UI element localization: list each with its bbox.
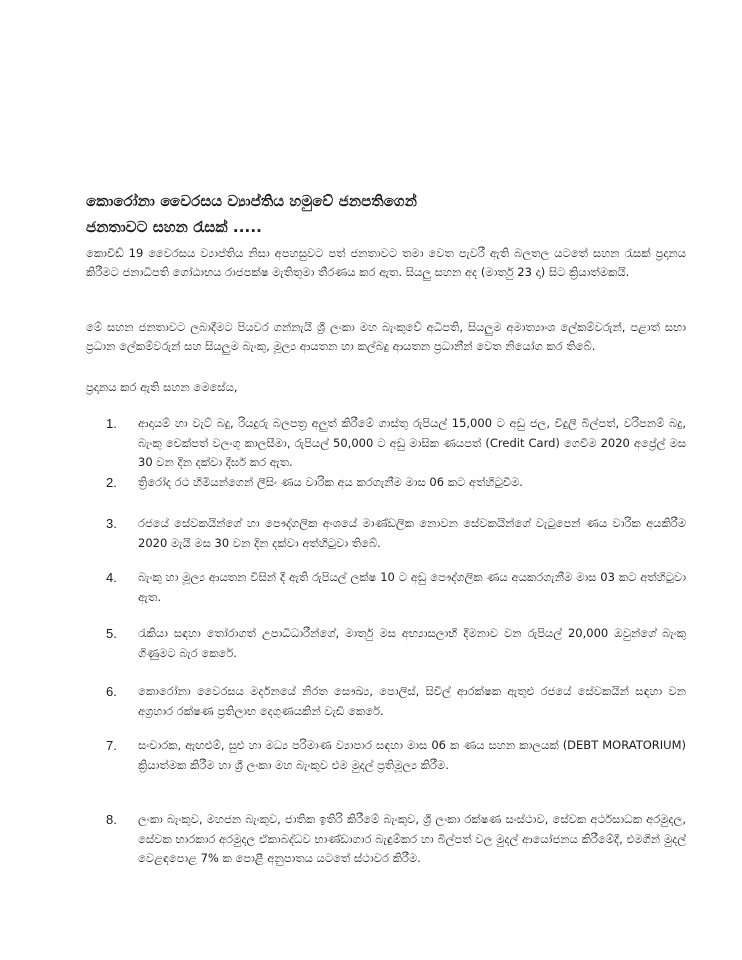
- item-text: ලංකා බැංකුව, මහජන බැංකුව, ජාතික ඉතිරි කිරීමේ බැංකුව, ශ්‍රී ලංකා රක්ෂණ සංස්ථාව, සේවක අර්ථසාධක අරමුදල, සේවක භාරකාර අරමුදල ඒකාබද්ධව භාණ්ඩාගාර බැඳුම්කර හා බිල්පත් වල මුදල් ආයෝජනය කිරීමේදී, එමගින් මුදල් වෙළඳපොළ 7% ක පොළී අනුපාතය යටතේ ස්ථාවර කිරීම.: [138, 812, 686, 865]
- item-text: ත්‍රිරෝද රථ හිමියන්ගෙන් ලීසිං ණය වාරික අය කරගැනීම මාස 06 කට අත්හිටුවීම.: [138, 475, 523, 489]
- item-text: රජයේ සේවකයින්ගේ හා පෞද්ගලික අංශයේ මාණ්ඩලික නොවන සේවකයින්ගේ වැටුපෙන් ණය වාරික අයකිරීම 2020 මැයි මස 30 වන දින දක්වා අත්හිටුවා තිබේ.: [138, 516, 686, 550]
- item-text: රැකියා සඳහා තෝරාගත් උපාධිධාරීන්ගේ, මාර්තු මස අභ්‍යාසලාභී දීමනාව වන රුපියල් 20,000 ඔවුන්ගේ බැංකු ගිණුමට බැර කෙරේ.: [138, 626, 686, 660]
- item-text: කොරෝනා වෛරසය මර්දනයේ නිරත සෞඛ්‍ය, පොලිස්, සිවිල් ආරක්ෂක ඇතුළු රජයේ සේවකයින් සඳහා වන අග්‍රහාර රක්ෂණ ප්‍රතිලාභ දෙගුණයකින් වැඩි කෙරේ.: [138, 684, 686, 718]
- item-number: 3.: [106, 516, 117, 531]
- item-number: 4.: [106, 570, 117, 585]
- item-text: සංචාරක, ඇඟළුම්, සුළු හා මධ්‍ය පරිමාණ ව්‍යාපාර සඳහා මාස 06 ක ණය සහන කාලයක් (DEBT MORATORIUM) ක්‍රියාත්මක කිරීම හා ශ්‍රී ලංකා මහ බැංකුව එම මුදල් ප්‍රතිමූල්‍ය කිරීම.: [138, 738, 686, 772]
- item-number: 6.: [106, 684, 117, 699]
- item-number: 1.: [106, 416, 117, 431]
- item-text: ආදායම් හා වැට් බදු, රියදුරු බලපත්‍ර අලුත් කිරීමේ ගාස්තු රුපියල් 15,000 ට අඩු ජල, විදුලි බිල්පත්, වරිපනම් බදු, බැංකු චෙක්පත් වලංගු කාලසීමා, රුපියල් 50,000 ට අඩු මාසික ණයපත් (Credit Card) ගෙවීම 2020 අප්‍රේල් මස 30 වන දින දක්වා දීර්ඝ කර ඇත.: [138, 416, 686, 469]
- item-number: 7.: [106, 738, 117, 753]
- item-number: 2.: [106, 475, 117, 490]
- title-line-2: ජනතාවට සහන රැසක් .....: [86, 218, 262, 236]
- document-title: [86, 188, 686, 240]
- title-line-1: කොරෝනා වෛරසය ව්‍යාප්තිය හමුවේ ජනපතිගෙන්: [86, 192, 418, 210]
- item-number: 8.: [106, 812, 117, 827]
- intro-paragraph: කොවිඩ් 19 වෛරසය ව්‍යාප්තිය නිසා අපහසුවට පත් ජනතාවට තමා වෙත පැවරී ඇති බලතල යටතේ සහන රැසක් ප්‍රදානය කිරීමට ජනාධිපති ගෝඨාභය රාජපක්ෂ මැතිතුමා තීරණය කර ඇත. සියලු සහන අද (මාර්තු 23 දා) සිට ක්‍රියාත්මකයි.: [86, 246, 686, 279]
- item-text: බැංකු හා මූල්‍ය ආයතන විසින් දී ඇති රුපියල් ලක්ෂ 10 ට අඩු පෞද්ගලික ණය අයකරගැනීම මාස 03 කට අත්හිටුවා ඇත.: [138, 570, 686, 604]
- item-number: 5.: [106, 626, 117, 641]
- directive-paragraph: මේ සහන ජනතාවට ලබාදීමට පියවර ගන්නැයි ශ්‍රී ලංකා මහ බැංකුවේ අධිපති, සියලුම අමාත්‍යාංශ ලේකම්වරුන්, පළාත් සභා ප්‍රධාන ලේකම්වරුන් සහ සියලුම බැංකු, මූල්‍ය ආයතන හා කල්බදු ආයතන ප්‍රධානීන් වෙත නියෝග කර තිබේ.: [86, 320, 686, 353]
- list-intro-paragraph: ප්‍රදානය කර ඇති සහන මෙසේය,: [86, 380, 238, 394]
